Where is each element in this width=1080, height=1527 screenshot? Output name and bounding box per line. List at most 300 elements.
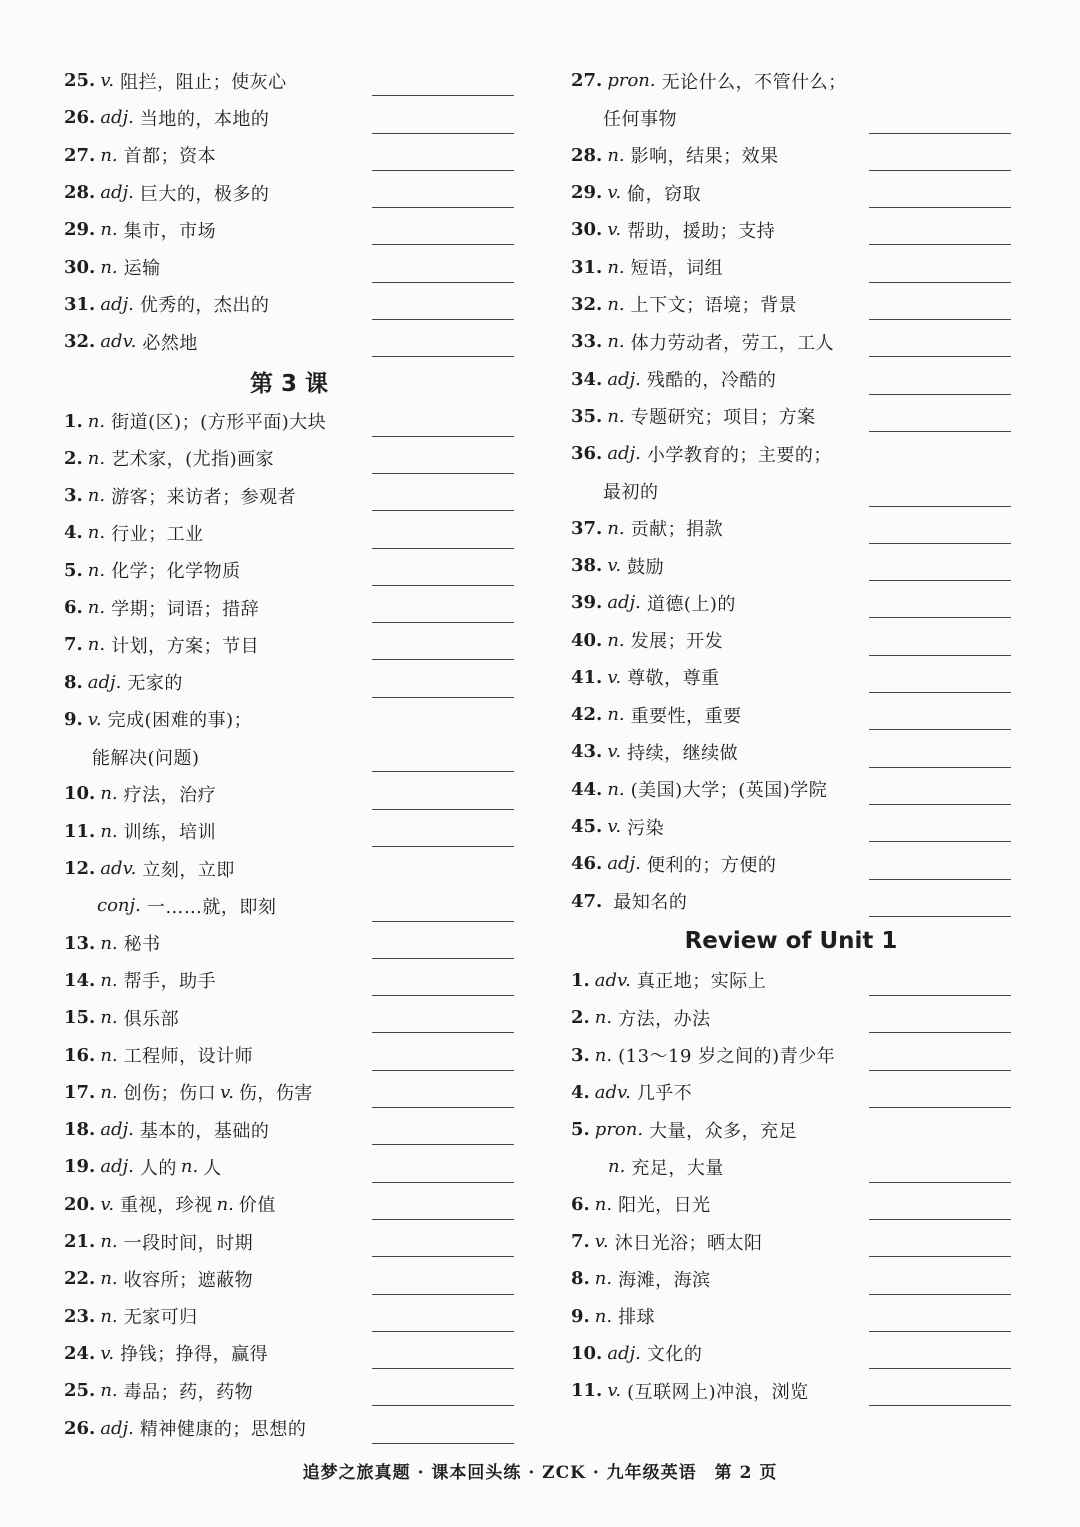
item-number: 46. <box>571 853 603 875</box>
item-number: 2. <box>571 1007 590 1029</box>
part-of-speech: v. <box>100 1342 115 1364</box>
definition-text: 价值 <box>238 1195 276 1217</box>
part-of-speech: n. <box>87 559 106 581</box>
definition-text: 上下文；语境；背景 <box>630 295 798 317</box>
item-number: 22. <box>64 1268 96 1290</box>
part-of-speech: n. <box>87 447 106 469</box>
definition-text: 体力劳动者，劳工，工人 <box>630 332 835 354</box>
answer-blank[interactable] <box>869 804 1011 805</box>
definition-text: 化学；化学物质 <box>111 561 241 583</box>
part-of-speech: n. <box>100 1044 118 1066</box>
vocab-item <box>571 286 1011 323</box>
definition-text: 尊敬，尊重 <box>627 668 720 690</box>
vocab-item <box>571 398 1011 435</box>
item-number: 12. <box>64 858 96 880</box>
answer-blank[interactable] <box>869 319 1011 320</box>
part-of-speech: n. <box>100 1007 118 1029</box>
definition-text: 重要性，重要 <box>630 705 742 727</box>
answer-blank[interactable] <box>372 921 514 922</box>
definition-text: 完成(困难的事)； <box>107 710 253 732</box>
vocab-item <box>571 621 1011 658</box>
part-of-speech: n. <box>607 405 625 427</box>
definition-text: 挣钱；挣得，赢得 <box>120 1344 269 1366</box>
vocab-item <box>64 1186 514 1223</box>
answer-blank[interactable] <box>372 659 514 660</box>
item-number: 2. <box>64 447 83 469</box>
section-heading-review-unit-1: Review of Unit 1 <box>684 927 898 954</box>
part-of-speech: v. <box>607 219 622 241</box>
left-column <box>64 62 514 1447</box>
item-number: 35. <box>571 405 603 427</box>
definition-text: 运输 <box>123 258 161 280</box>
vocab-item <box>571 733 1011 770</box>
part-of-speech: n. <box>100 1380 118 1402</box>
item-number: 28. <box>571 144 603 166</box>
item-number: 32. <box>64 331 96 353</box>
part-of-speech: n. <box>87 410 106 432</box>
item-number: 37. <box>571 517 603 539</box>
definition-text: 必然地 <box>142 332 198 354</box>
part-of-speech: v. <box>594 1231 609 1253</box>
definition-text: 道德(上)的 <box>646 593 736 615</box>
item-number: 29. <box>64 219 96 241</box>
answer-blank[interactable] <box>372 1032 514 1033</box>
answer-blank[interactable] <box>869 767 1011 768</box>
vocab-item <box>571 1186 1011 1223</box>
definition-text: (13～19 岁之间的)青少年 <box>618 1046 836 1068</box>
answer-blank[interactable] <box>869 1032 1011 1033</box>
vocab-item <box>571 1074 1011 1111</box>
answer-blank[interactable] <box>372 846 514 847</box>
vocab-item <box>571 883 1011 920</box>
item-number: 6. <box>571 1193 590 1215</box>
definition-text: 收容所；遮蔽物 <box>123 1269 254 1291</box>
answer-blank[interactable] <box>372 958 514 959</box>
part-of-speech: n. <box>100 783 118 805</box>
part-of-speech: n. <box>607 144 625 166</box>
item-number: 25. <box>64 70 96 92</box>
part-of-speech: n. <box>607 293 625 315</box>
vocab-item <box>571 435 1011 472</box>
answer-blank[interactable] <box>869 879 1011 880</box>
definition-text: 一……就，即刻 <box>146 896 277 918</box>
answer-blank[interactable] <box>372 1294 514 1295</box>
vocab-item <box>64 962 514 999</box>
item-number: 9. <box>571 1305 590 1327</box>
part-of-speech: n. <box>100 1081 118 1103</box>
item-number: 26. <box>64 107 96 129</box>
answer-blank[interactable] <box>869 1331 1011 1332</box>
item-number: 40. <box>571 629 603 651</box>
vocab-item <box>64 248 514 285</box>
vocab-item <box>64 1409 514 1446</box>
definition-text: 鼓励 <box>627 556 665 578</box>
answer-blank[interactable] <box>372 244 514 245</box>
item-number: 33. <box>571 331 603 353</box>
item-number: 39. <box>571 592 603 614</box>
part-of-speech: n. <box>594 1193 613 1215</box>
definition-text: 当地的，本地的 <box>139 108 270 130</box>
part-of-speech: v. <box>607 741 622 763</box>
answer-blank[interactable] <box>372 1256 514 1257</box>
definition-text: 无论什么，不管什么； <box>661 71 847 93</box>
answer-blank[interactable] <box>869 995 1011 996</box>
definition-text: 阻拦，阻止；使灰心 <box>120 71 287 93</box>
part-of-speech: adj. <box>607 443 641 465</box>
item-number: 4. <box>571 1081 590 1103</box>
vocab-item <box>64 1148 514 1185</box>
part-of-speech: n. <box>100 144 118 166</box>
vocab-item <box>64 1372 514 1409</box>
vocab-item <box>64 775 514 812</box>
answer-blank[interactable] <box>372 207 514 208</box>
answer-blank[interactable] <box>372 319 514 320</box>
definition-text: 偷，窃取 <box>627 183 702 205</box>
answer-blank[interactable] <box>869 655 1011 656</box>
definition-text: 重视，珍视 <box>120 1195 213 1217</box>
part-of-speech: v. <box>607 666 622 688</box>
item-number: 26. <box>64 1417 96 1439</box>
part-of-speech: adj. <box>100 1417 134 1439</box>
part-of-speech: n. <box>607 778 625 800</box>
item-number: 9. <box>64 708 83 730</box>
part-of-speech: conj. <box>97 895 141 917</box>
item-number: 44. <box>571 778 603 800</box>
answer-blank[interactable] <box>869 133 1011 134</box>
part-of-speech: v. <box>87 708 102 730</box>
part-of-speech: n. <box>87 485 106 507</box>
definition-text: 几乎不 <box>636 1083 693 1105</box>
definition-text: 街道(区)；(方形平面)大块 <box>111 412 327 434</box>
vocab-item <box>64 589 514 626</box>
part-of-speech: adv. <box>100 331 137 353</box>
vocab-item <box>64 514 514 551</box>
item-number: 5. <box>64 559 83 581</box>
answer-blank[interactable] <box>869 1256 1011 1257</box>
item-number: 25. <box>64 1380 96 1402</box>
item-number: 4. <box>64 522 83 544</box>
section-heading-lesson-3: 第 3 课 <box>249 370 329 397</box>
part-of-speech: adj. <box>607 368 641 390</box>
page-footer: 追梦之旅真题 · 课本回头练 · ZCK · 九年级英语 第 2 页 <box>302 1463 778 1483</box>
answer-blank[interactable] <box>869 617 1011 618</box>
answer-blank[interactable] <box>869 1182 1011 1183</box>
item-number: 29. <box>571 182 603 204</box>
definition-text: 发展；开发 <box>630 631 724 653</box>
definition-text: 艺术家，(尤指)画家 <box>111 449 275 471</box>
part-of-speech: n. <box>100 969 118 991</box>
answer-blank[interactable] <box>372 771 514 772</box>
item-number: 27. <box>64 144 96 166</box>
part-of-speech: n. <box>100 256 118 278</box>
answer-blank[interactable] <box>869 207 1011 208</box>
definition-text: (美国)大学；(英国)学院 <box>630 780 828 802</box>
definition-text: 俱乐部 <box>123 1008 180 1030</box>
item-number: 10. <box>64 783 96 805</box>
answer-blank[interactable] <box>869 580 1011 581</box>
vocab-list-review-unit-1 <box>571 962 1011 1410</box>
part-of-speech: n. <box>608 1156 626 1178</box>
definition-text: 疗法，治疗 <box>123 784 217 806</box>
part-of-speech: v. <box>607 555 622 576</box>
item-number: 7. <box>571 1231 590 1253</box>
definition-text: 训练，培训 <box>123 822 217 844</box>
vocab-list-lesson-3 <box>64 402 514 1446</box>
vocab-item <box>571 323 1011 360</box>
part-of-speech: v. <box>100 1193 115 1215</box>
definition-text: 无家可归 <box>123 1307 198 1329</box>
vocab-item <box>571 510 1011 547</box>
answer-blank[interactable] <box>869 431 1011 432</box>
part-of-speech: n. <box>100 1268 118 1290</box>
answer-blank[interactable] <box>869 916 1011 917</box>
answer-blank[interactable] <box>869 1405 1011 1406</box>
answer-blank[interactable] <box>869 244 1011 245</box>
item-number: 31. <box>571 256 603 278</box>
item-number: 7. <box>64 634 83 656</box>
vocab-item <box>64 286 514 323</box>
item-number: 43. <box>571 741 603 763</box>
definition-text: 任何事物 <box>603 108 677 130</box>
definition-text: 人的 <box>139 1157 177 1179</box>
vocab-item <box>571 999 1011 1036</box>
definition-text: 学期；词语；措辞 <box>111 598 260 620</box>
item-number: 16. <box>64 1044 96 1066</box>
definition-text: 工程师，设计师 <box>123 1046 254 1068</box>
vocab-item <box>571 1372 1011 1409</box>
part-of-speech: adj. <box>607 853 641 875</box>
item-number: 11. <box>571 1380 603 1402</box>
item-number: 38. <box>571 555 603 576</box>
vocab-item <box>64 925 514 962</box>
answer-blank[interactable] <box>869 1107 1011 1108</box>
vocab-item <box>64 1036 514 1073</box>
item-number: 10. <box>571 1342 603 1364</box>
part-of-speech: n. <box>594 1305 613 1327</box>
item-number: 13. <box>64 932 96 954</box>
answer-blank[interactable] <box>869 170 1011 171</box>
answer-blank[interactable] <box>372 809 514 810</box>
answer-blank[interactable] <box>869 729 1011 730</box>
part-of-speech: v. <box>607 816 622 838</box>
part-of-speech: n. <box>180 1156 199 1178</box>
answer-blank[interactable] <box>372 133 514 134</box>
item-number: 6. <box>64 597 83 618</box>
answer-blank[interactable] <box>372 436 514 437</box>
definition-text: 沐日光浴；晒太阳 <box>614 1232 763 1254</box>
answer-blank[interactable] <box>372 170 514 171</box>
vocab-item <box>64 1111 514 1148</box>
definition-text: 一段时间，时期 <box>123 1232 254 1254</box>
part-of-speech: n. <box>594 1268 613 1290</box>
item-number: 30. <box>64 256 96 278</box>
part-of-speech: v. <box>607 1380 622 1402</box>
answer-blank[interactable] <box>869 1368 1011 1369</box>
right-column <box>571 62 1011 1409</box>
definition-text: 优秀的，杰出的 <box>139 295 270 317</box>
vocab-item <box>64 174 514 211</box>
vocab-item <box>64 850 514 887</box>
definition-text: 行业；工业 <box>111 523 204 545</box>
answer-blank[interactable] <box>372 1182 514 1183</box>
answer-blank[interactable] <box>869 692 1011 693</box>
definition-text: 真正地；实际上 <box>636 971 767 993</box>
answer-blank[interactable] <box>372 1070 514 1071</box>
part-of-speech: adj. <box>100 107 134 129</box>
definition-text: 持续，继续做 <box>627 742 739 764</box>
vocab-item <box>64 137 514 174</box>
definition-text: 影响，结果；效果 <box>630 146 779 168</box>
item-number: 34. <box>571 368 603 390</box>
item-number: 15. <box>64 1007 96 1029</box>
vocab-item <box>571 360 1011 397</box>
definition-text: 人 <box>203 1157 222 1179</box>
answer-blank[interactable] <box>869 282 1011 283</box>
vocab-item <box>64 323 514 360</box>
answer-blank[interactable] <box>372 585 514 586</box>
part-of-speech: adj. <box>100 1156 134 1178</box>
answer-blank[interactable] <box>372 622 514 623</box>
vocab-item <box>64 1335 514 1372</box>
item-number: 20. <box>64 1193 96 1215</box>
answer-blank[interactable] <box>869 1294 1011 1295</box>
vocab-item <box>571 659 1011 696</box>
definition-text: 毒品；药，药物 <box>123 1381 254 1403</box>
item-number: 36. <box>571 443 603 465</box>
answer-blank[interactable] <box>869 394 1011 395</box>
definition-text: 巨大的，极多的 <box>139 183 270 205</box>
part-of-speech: adv. <box>100 858 137 880</box>
item-number: 21. <box>64 1231 96 1253</box>
item-number: 8. <box>64 671 83 693</box>
part-of-speech: n. <box>100 820 118 842</box>
vocab-item <box>64 552 514 589</box>
item-number: 3. <box>571 1044 590 1066</box>
answer-blank[interactable] <box>372 1331 514 1332</box>
vocab-item <box>64 1260 514 1297</box>
answer-blank[interactable] <box>869 356 1011 357</box>
definition-text: 贡献；捐款 <box>630 519 724 541</box>
vocab-item <box>571 845 1011 882</box>
vocab-item <box>64 1223 514 1260</box>
item-number: 28. <box>64 182 96 204</box>
answer-blank[interactable] <box>372 1443 514 1444</box>
item-number: 27. <box>571 70 603 92</box>
item-number: 8. <box>571 1268 590 1290</box>
vocab-item <box>571 1298 1011 1335</box>
answer-blank[interactable] <box>372 356 514 357</box>
item-number: 18. <box>64 1119 96 1141</box>
vocab-item <box>64 477 514 514</box>
vocab-item <box>571 137 1011 174</box>
part-of-speech: n. <box>607 256 625 278</box>
item-number: 17. <box>64 1081 96 1103</box>
definition-text: 帮手，助手 <box>123 971 217 993</box>
item-number: 5. <box>571 1119 590 1141</box>
item-number: 41. <box>571 666 603 688</box>
answer-blank[interactable] <box>869 543 1011 544</box>
definition-text: 最初的 <box>603 481 659 503</box>
vocab-item <box>571 771 1011 808</box>
part-of-speech: adj. <box>607 592 641 614</box>
item-number: 47. <box>571 890 603 912</box>
vocab-item <box>571 1260 1011 1297</box>
part-of-speech: n. <box>607 517 625 539</box>
vocab-item <box>571 1036 1011 1073</box>
vocab-list-right-top <box>571 62 1011 920</box>
answer-blank[interactable] <box>869 506 1011 507</box>
answer-blank[interactable] <box>372 1405 514 1406</box>
vocab-item <box>571 211 1011 248</box>
item-number: 32. <box>571 293 603 315</box>
definition-text: 能解决(问题) <box>92 747 200 769</box>
definition-text: 创伤；伤口 <box>123 1083 217 1105</box>
answer-blank[interactable] <box>372 697 514 698</box>
answer-blank[interactable] <box>372 1107 514 1108</box>
part-of-speech: n. <box>87 522 106 544</box>
definition-text: 立刻，立即 <box>142 859 235 881</box>
definition-text: 最知名的 <box>613 892 688 914</box>
part-of-speech: n. <box>607 331 625 353</box>
definition-text: 帮助，援助；支持 <box>627 220 776 242</box>
vocab-item <box>64 440 514 477</box>
part-of-speech: n. <box>216 1193 234 1215</box>
part-of-speech: adj. <box>607 1342 641 1364</box>
part-of-speech: n. <box>594 1007 613 1029</box>
item-number: 19. <box>64 1156 96 1178</box>
vocab-item <box>571 1335 1011 1372</box>
vocab-item <box>571 248 1011 285</box>
definition-text: (互联网上)冲浪，浏览 <box>627 1381 809 1403</box>
answer-blank[interactable] <box>869 841 1011 842</box>
vocab-item-continuation <box>571 1148 1011 1185</box>
answer-blank[interactable] <box>372 282 514 283</box>
definition-text: 大量，众多，充足 <box>649 1120 798 1142</box>
item-number: 1. <box>64 410 83 432</box>
vocab-list-left-top <box>64 62 514 360</box>
vocab-item <box>64 211 514 248</box>
vocab-item <box>571 547 1011 584</box>
part-of-speech: v. <box>100 70 115 92</box>
item-number: 24. <box>64 1342 96 1364</box>
definition-text: 污染 <box>627 817 665 839</box>
part-of-speech: n. <box>594 1044 613 1066</box>
answer-blank[interactable] <box>372 95 514 96</box>
answer-blank[interactable] <box>372 1144 514 1145</box>
vocab-item-continuation <box>571 472 1011 509</box>
vocab-item <box>64 701 514 738</box>
answer-blank[interactable] <box>372 1368 514 1369</box>
part-of-speech: pron. <box>607 70 656 92</box>
item-number: 45. <box>571 816 603 838</box>
answer-blank[interactable] <box>372 1219 514 1220</box>
answer-blank[interactable] <box>372 510 514 511</box>
vocab-item <box>64 626 514 663</box>
part-of-speech: n. <box>100 1305 118 1327</box>
answer-blank[interactable] <box>869 1219 1011 1220</box>
answer-blank[interactable] <box>372 473 514 474</box>
definition-text: 残酷的，冷酷的 <box>646 370 777 392</box>
part-of-speech: v. <box>220 1081 234 1103</box>
vocab-item-continuation <box>571 99 1011 136</box>
answer-blank[interactable] <box>869 1070 1011 1071</box>
definition-text: 文化的 <box>646 1344 703 1366</box>
part-of-speech: n. <box>87 634 106 656</box>
item-number: 30. <box>571 219 603 241</box>
vocab-item <box>571 584 1011 621</box>
answer-blank[interactable] <box>372 995 514 996</box>
answer-blank[interactable] <box>372 548 514 549</box>
